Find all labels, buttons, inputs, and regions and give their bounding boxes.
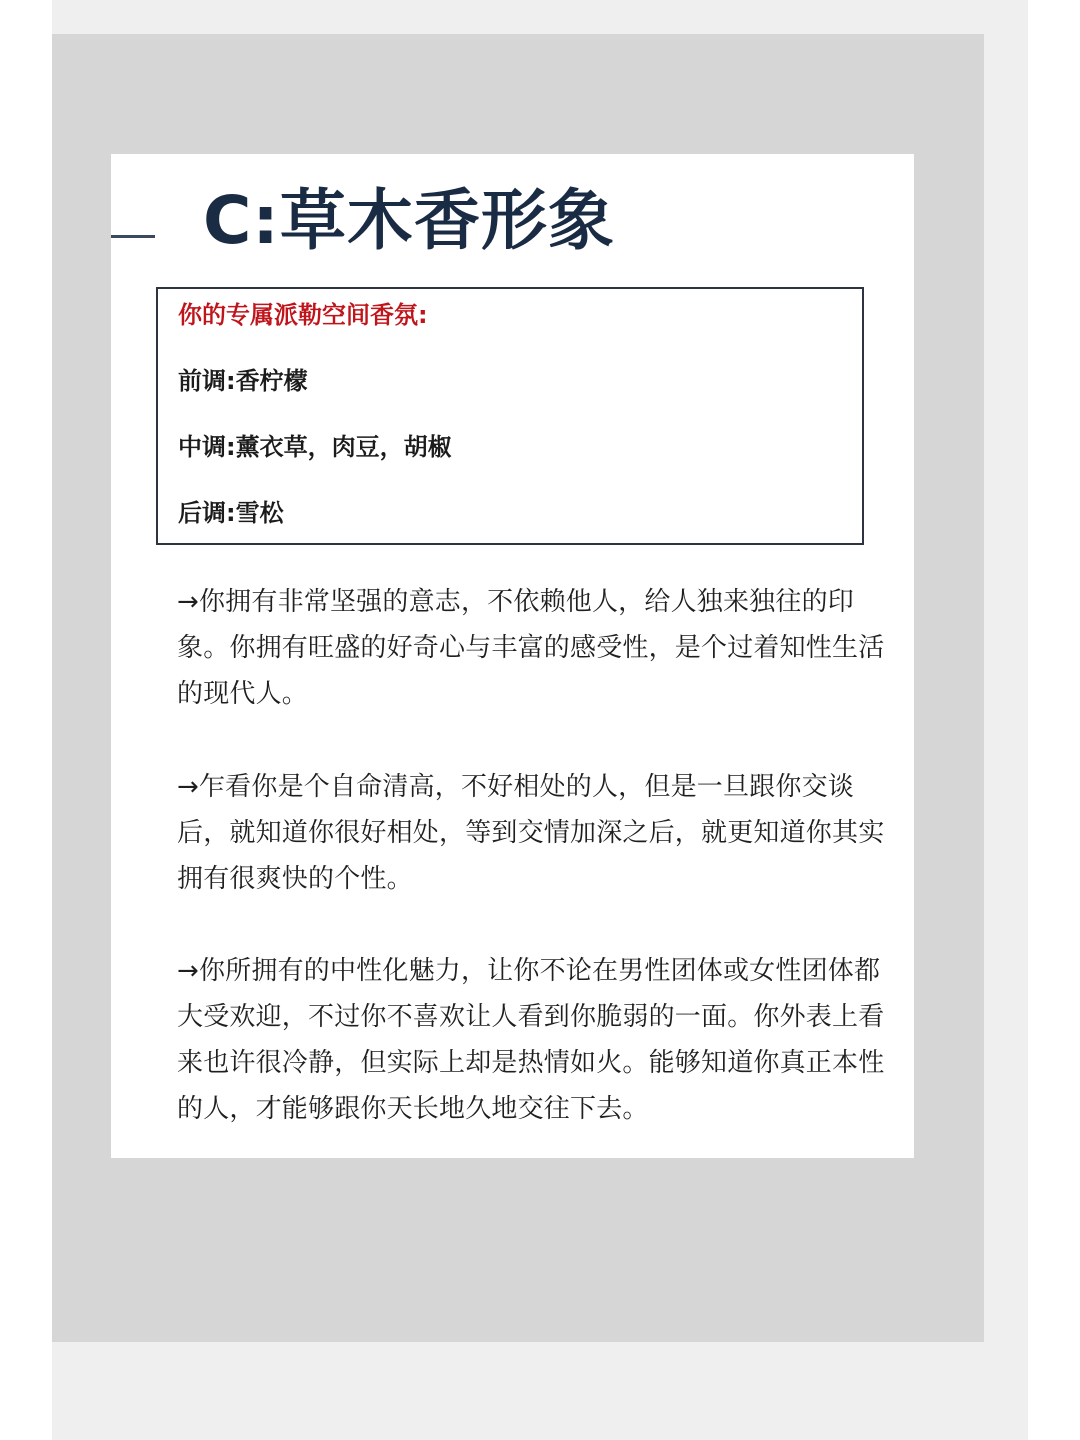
description-paragraph-1: →你拥有非常坚强的意志，不依赖他人，给人独来独往的印象。你拥有旺盛的好奇心与丰富的感受性，是个过着知性生活的现代人。 — [177, 587, 885, 709]
base-note: 后调:雪松 — [178, 499, 284, 527]
top-note: 前调:香柠檬 — [178, 367, 308, 395]
scent-notes-box — [156, 287, 864, 545]
scent-box-heading: 你的专属派勒空间香氛: — [178, 301, 428, 329]
description-paragraph-3: →你所拥有的中性化魅力，让你不论在男性团体或女性团体都大受欢迎，不过你不喜欢让人看到你脆弱的一面。你外表上看来也许很冷静，但实际上却是热情如火。能够知道你真正本性的人，才能够跟你天长地久地交往下去。 — [177, 956, 885, 1124]
slide-title: C:草木香形象 — [203, 182, 615, 259]
slide-page — [111, 154, 914, 1158]
middle-note: 中调:薰衣草，肉豆，胡椒 — [178, 433, 452, 461]
description-paragraph-2: →乍看你是个自命清高，不好相处的人，但是一旦跟你交谈后，就知道你很好相处，等到交情加深之后，就更知道你其实拥有很爽快的个性。 — [177, 772, 885, 894]
title-accent-line — [111, 235, 155, 238]
